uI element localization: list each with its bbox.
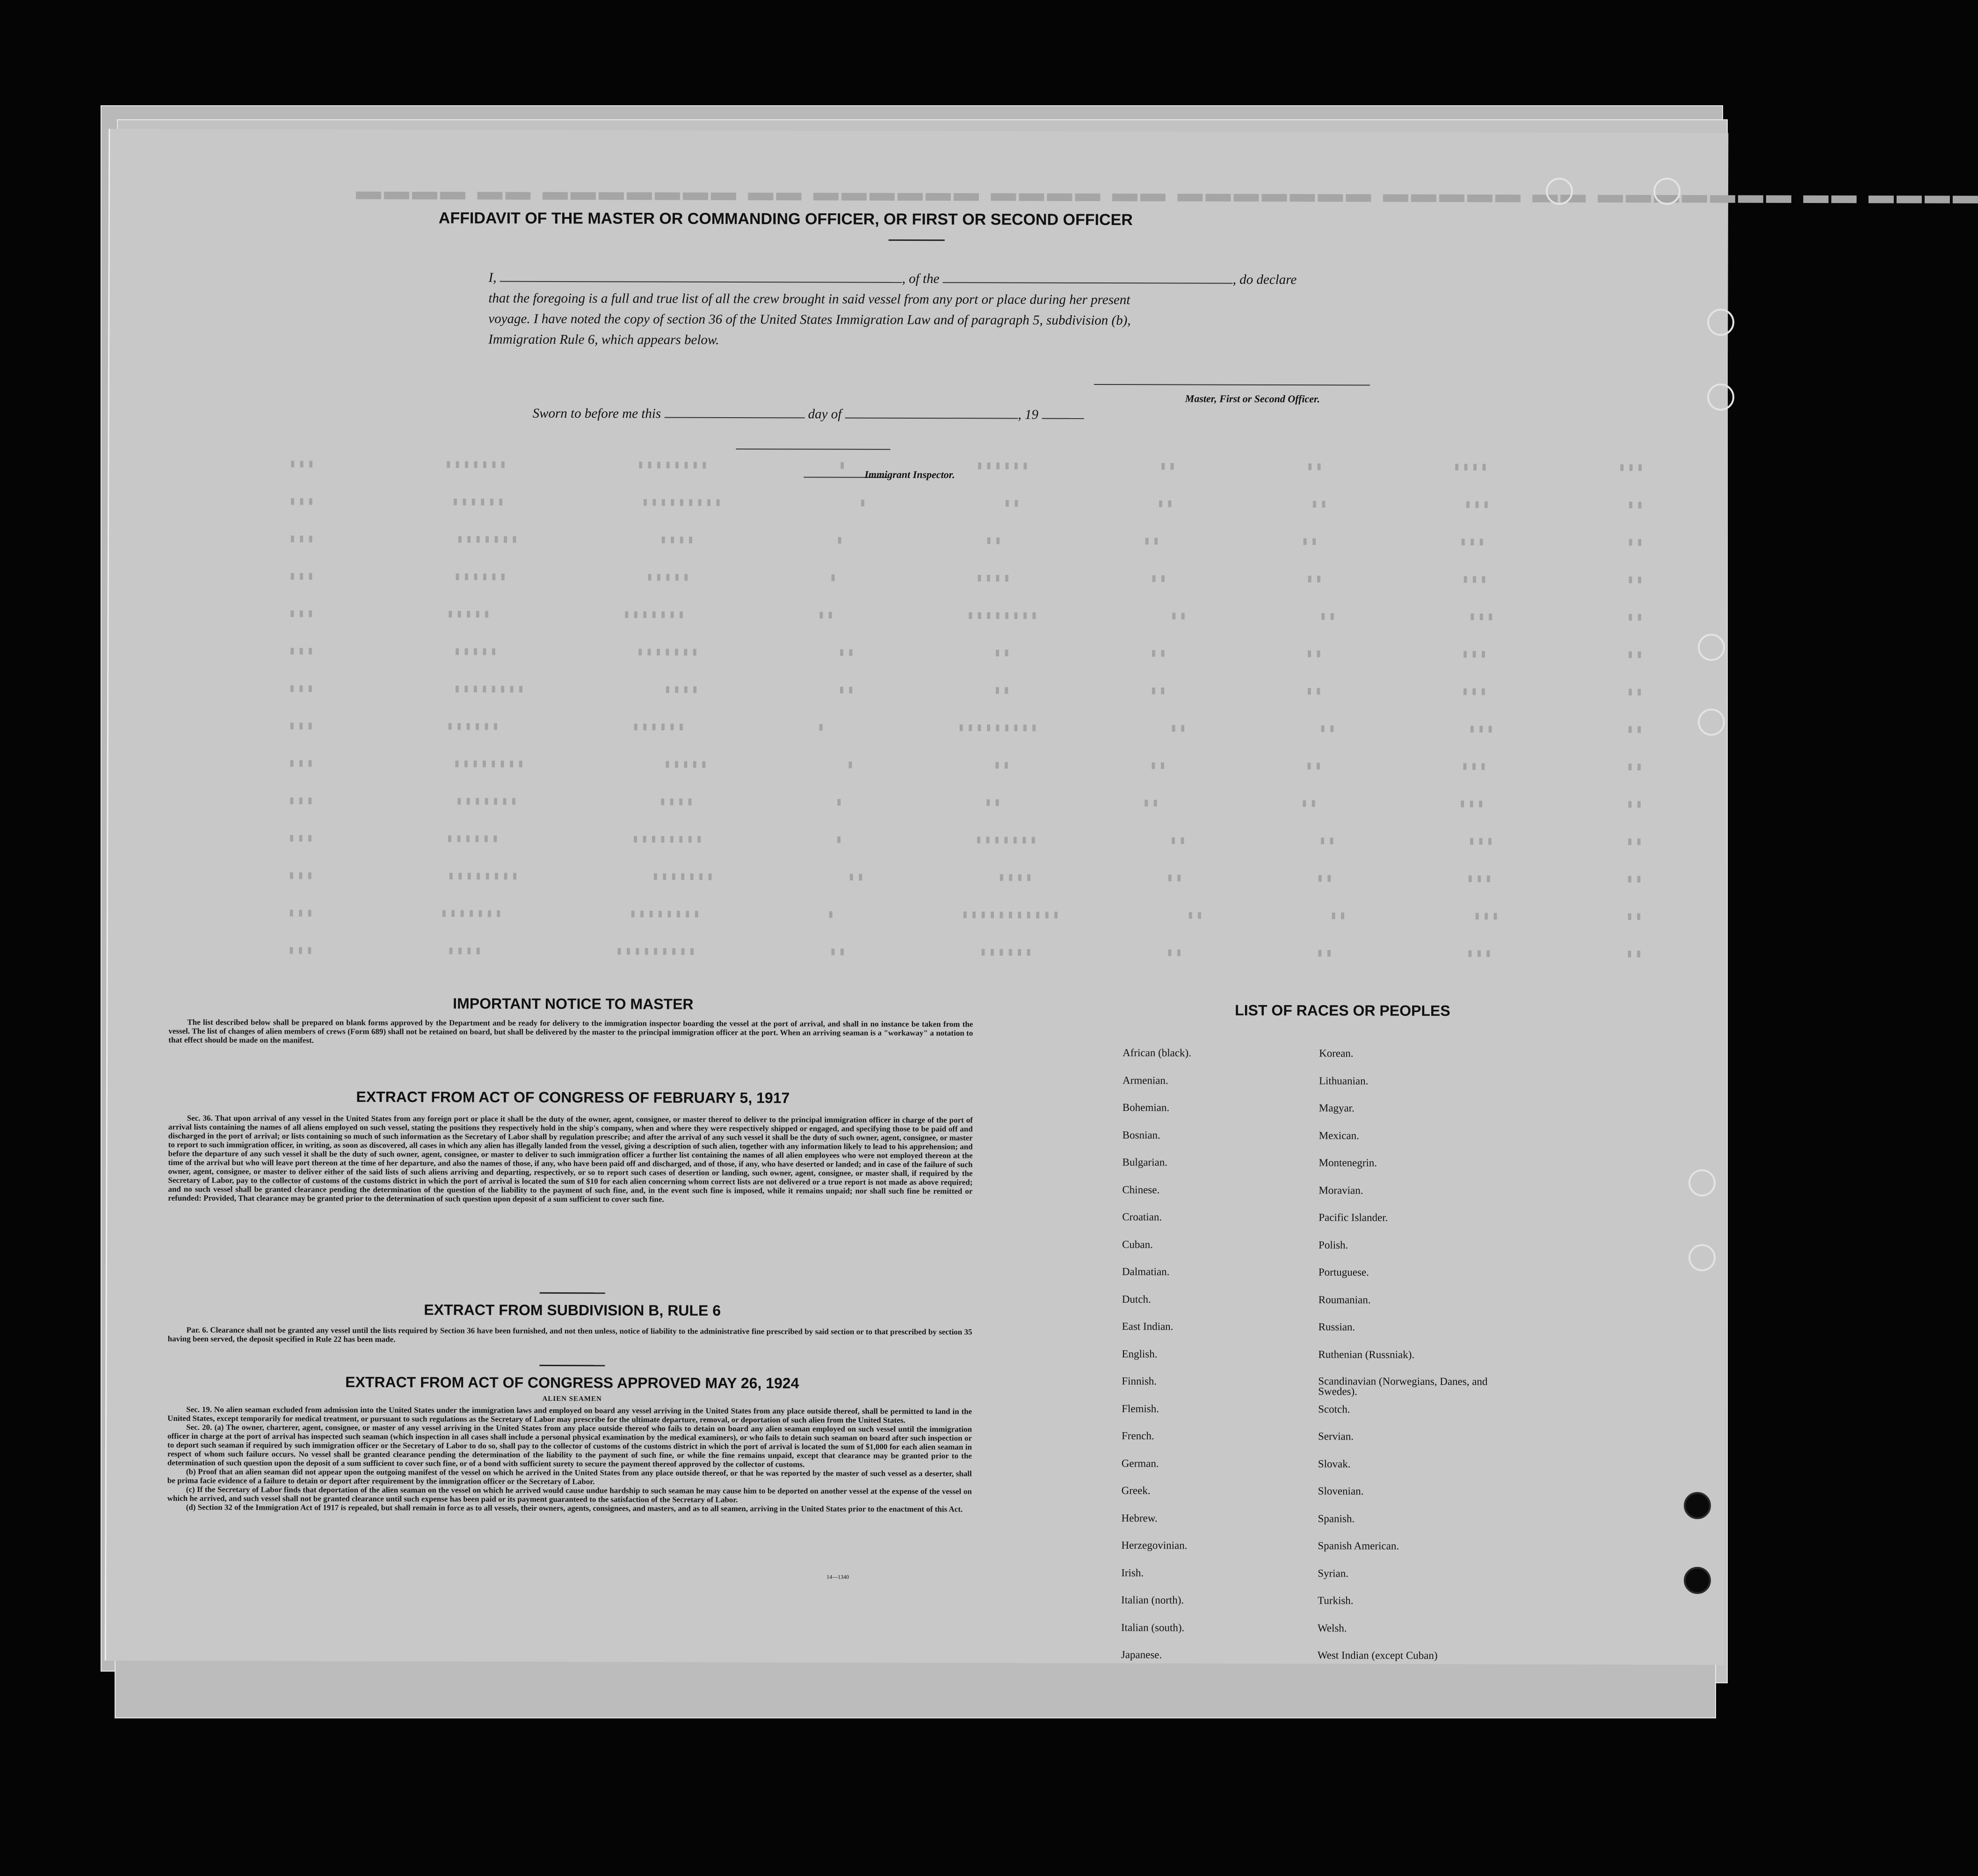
master-signature-label: Master, First or Second Officer. [1185,392,1320,405]
race-item: Scandinavian (Norwegians, Danes, and Swedes). [1318,1375,1488,1398]
race-item: Scotch. [1318,1403,1350,1415]
sworn-month-field[interactable] [845,407,1018,419]
section-36-paragraph: Sec. 36. That upon arrival of any vessel in the United States from any foreign port or place it shall be the duty of the owner, agent, consignee, or master thereof to deliver to the principal immigration officer in charge of the port of arrival lists containing the names of all aliens employed on such vessel, stating the positions they respectively hold in the ship's company, when and where they were respectively shipped or engaged, and specifying those to be paid off and discharged in the port of arrival; or lists containing so much of such information as the Secretary of Labor shall by regulation prescribe; and after the arrival of any such vessel it shall be the duty of such owner, agent, consignee, or master to report to such immigration officer, in writing, as soon as discovered, all cases in which any alien has illegally landed from the vessel, giving a description of such alien, together with any information likely to lead to his apprehension; and before the departure of any such vessel it shall be the duty of such owner, agent, consignee, or master to deliver to such immigration officer a further list containing the names of all alien employees who were not employed thereon at the time of the arrival but who will leave port thereon at the time of her departure, and also the names of those, if any, who have been paid off and discharged, and of those, if any, who have deserted or landed; and in case of the failure of such owner, agent, consignee, or master to deliver either of the said lists of such aliens arriving and departing, respectively, or so to report such cases of desertion or landing, such owner, agent, consignee, or master shall, if required by the Secretary of Labor, pay to the collector of customs of the customs district in which the port of arrival is located the sum of $10 for each alien concerning whom correct lists are not delivered or a true report is not made as above required; and no such vessel shall be granted clearance pending the determination of the question of the liability to the payment of such fine, and, in the event such fine is imposed, while it remains unpaid; nor shall such fine be remitted or refunded: Provided, That clearance may be granted prior to the determination of such question upon deposit of a sum sufficient to cover such fine. [168,1113,973,1204]
master-name-field[interactable] [500,271,902,283]
race-item: Armenian. [1122,1074,1168,1086]
section-divider [539,1365,605,1366]
race-item: Portuguese. [1318,1266,1369,1278]
race-item: Moravian. [1319,1184,1363,1196]
race-item: East Indian. [1122,1320,1174,1333]
race-item: Welsh. [1317,1622,1347,1634]
extract-1917-title: EXTRACT FROM ACT OF CONGRESS OF FEBRUARY 5, 1917 [356,1088,790,1107]
vessel-name-field[interactable] [943,272,1233,284]
race-item: Chinese. [1122,1183,1160,1195]
race-item: Bulgarian. [1122,1156,1168,1168]
punch-hole-icon [1698,709,1725,736]
race-item: English. [1122,1347,1158,1360]
bleed-row: ▮▮▮ ▮▮▮▮▮▮▮ ▮▮▮▮▮▮▮▮ ▮ ▮▮▮▮▮▮▮▮▮▮▮ ▮▮ ▮▮ ▮▮▮ ▮▮ [285,907,1642,924]
extract-rule6-text [167,1326,972,1346]
important-notice-title: IMPORTANT NOTICE TO MASTER [453,995,694,1013]
bleed-row: ▮▮▮ ▮▮▮▮▮ ▮▮▮▮▮▮▮ ▮▮ ▮▮ ▮▮ ▮▮ ▮▮▮ ▮▮ [286,645,1643,662]
affidavit-line-2: that the foregoing is a full and true list of all the crew brought in said vessel from any port or place during her present [488,290,1130,308]
extract-rule6-title: EXTRACT FROM SUBDIVISION B, RULE 6 [424,1301,721,1319]
day-of-text: day of [808,406,842,422]
punch-hole-icon [1684,1492,1711,1519]
affidavit-line-4: Immigration Rule 6, which appears below. [488,332,719,348]
race-item: Italian (south). [1121,1621,1185,1634]
extract-1917-text [168,1114,972,1205]
race-item: Flemish. [1122,1402,1159,1414]
punch-hole-icon [1707,309,1734,336]
punch-hole-icon [1653,178,1681,205]
punch-hole-icon [1684,1567,1711,1594]
punch-hole-icon [1546,178,1573,205]
race-item: Dalmatian. [1122,1266,1170,1278]
sec-20d-paragraph: (d) Section 32 of the Immigration Act of 1917 is repealed, but shall remain in force as to all vessels, their owners, agents, consignees, and masters, and as to all seamen, arriving in the United States prior to the enactment of this Act. [186,1502,963,1514]
year-prefix: , 19 [1018,407,1039,422]
sec-19-paragraph: Sec. 19. No alien seaman excluded from admission into the United States under the immigration laws and employed on board any vessel arriving in the United States from any place outside thereof, shall be permitted to land in the United States, except temporarily for medical treatment, or pursuant to such regulations as the Secretary of Labor may prescribe for the ultimate departure, removal, or deportation of such alien from the United States. [167,1405,972,1425]
race-item: Dutch. [1122,1293,1151,1305]
race-item: German. [1121,1457,1159,1469]
race-item: Croatian. [1122,1211,1162,1223]
bleed-row: ▮▮▮ ▮▮▮▮▮▮ ▮▮▮▮▮▮ ▮ ▮▮▮▮▮▮▮▮▮ ▮▮ ▮▮ ▮▮▮ ▮▮ [286,720,1643,737]
bleed-row: ▮▮▮ ▮▮▮▮▮ ▮▮▮▮▮▮▮ ▮▮ ▮▮▮▮▮▮▮▮ ▮▮ ▮▮ ▮▮▮ ▮▮ [286,608,1643,624]
race-item: Greek. [1121,1485,1151,1497]
race-item: Spanish American. [1318,1540,1399,1552]
race-item: Mexican. [1319,1129,1359,1141]
race-item: Korean. [1319,1047,1354,1059]
extract-1924-text [167,1405,972,1514]
bleed-row: ▮▮▮ ▮▮▮▮▮▮▮ ▮▮▮▮ ▮ ▮▮ ▮▮ ▮▮ ▮▮▮ ▮▮ [286,795,1643,811]
extract-1924-title: EXTRACT FROM ACT OF CONGRESS APPROVED MAY 26, 1924 [345,1373,799,1392]
par-6-paragraph: Par. 6. Clearance shall not be granted any vessel until the lists required by Section 36 have been furnished, and not then unless, notice of liability to the administrative fine prescribed by said section or to that prescribed by section 35 having been served, the deposit specified in Rule 22 has been made. [167,1325,972,1344]
race-item: Bosnian. [1122,1129,1160,1141]
bleed-through-title: ▬▬▬▬ ▬▬ ▬▬▬▬▬▬▬ ▬▬ ▬▬▬▬▬ ▬▬▬▬▬▬▬ ▬▬ ▬▬▬▬ ▬▬▬▬▬▬ ▬▬ ▬▬▬▬▬▬▬ ▬▬ ▬▬▬▬ [353,176,1978,209]
affidavit-i: I, [488,270,497,285]
manifest-page [105,129,1978,1665]
race-item: French. [1121,1430,1154,1442]
sworn-line [533,406,1084,423]
punch-hole-icon [1688,1244,1716,1271]
affidavit-of-the: , of the [902,271,940,287]
sworn-day-field[interactable] [664,407,804,419]
bleed-row: ▮▮▮ ▮▮▮▮▮▮ ▮▮▮▮▮▮▮▮ ▮ ▮▮▮▮▮▮▮ ▮▮ ▮▮ ▮▮▮ ▮▮ [286,832,1643,849]
race-item: Pacific Islander. [1319,1211,1388,1224]
punch-hole-icon [1707,384,1734,411]
affidavit-line-3: voyage. I have noted the copy of section 36 of the United States Immigration Law and of paragraph 5, subdivision (b), [488,311,1131,328]
punch-hole-icon [1698,634,1725,661]
bleed-row: ▮▮▮ ▮▮▮▮▮▮▮ ▮▮▮▮▮▮▮▮ ▮ ▮▮▮▮▮▮ ▮▮ ▮▮ ▮▮▮▮ ▮▮▮ [287,458,1644,475]
bleed-row: ▮▮▮ ▮▮▮▮▮▮ ▮▮▮▮▮ ▮ ▮▮▮▮ ▮▮ ▮▮ ▮▮▮ ▮▮ [286,570,1643,587]
race-item: African (black). [1123,1047,1192,1059]
sec-20a-paragraph: Sec. 20. (a) The owner, charterer, agent, consignee, or master of any vessel arriving in the United States from any place outside thereof who fails to detain on board any alien seaman employed on such vessel until the immigration officer in charge at the port of arrival has inspected such seaman (which inspection in all cases shall include a personal physical examination by the medical examiners), or who fails to detain such seaman on board after such inspection or to deport such seaman if required by such immigration officer or the Secretary of Labor to do so, shall pay to the collector of customs of the customs district in which the port of arrival is located the sum of $1,000 for each alien seaman in respect of whom such failure occurs. No vessel shall be granted clearance pending the determination of the liability to the payment of such fine, or while the fine remains unpaid, except that clearance may be granted prior to the determination of such question upon the deposit of a sum sufficient to cover such fine, or of a bond with sufficient surety to secure the payment thereof approved by the collector of customs. [167,1422,972,1469]
title-divider [889,239,945,241]
race-item: Finnish. [1122,1375,1157,1387]
race-item: Turkish. [1318,1594,1354,1607]
race-item: Russian. [1318,1321,1355,1333]
bleed-row: ▮▮▮ ▮▮▮▮▮▮▮▮ ▮▮▮▮▮▮▮ ▮▮ ▮▮▮▮ ▮▮ ▮▮ ▮▮▮ ▮▮ [286,869,1643,886]
race-item: Cuban. [1122,1238,1153,1250]
race-item: Slovak. [1318,1457,1351,1470]
race-item: Montenegrin. [1319,1157,1377,1169]
affidavit-declare: , do declare [1232,272,1297,288]
inspector-label: Immigrant Inspector. [864,468,955,481]
races-title: LIST OF RACES OR PEOPLES [1235,1001,1450,1019]
bleed-row: ▮▮▮ ▮▮▮▮▮▮ ▮▮▮▮▮▮▮▮▮ ▮ ▮▮ ▮▮ ▮▮ ▮▮▮ ▮▮ [287,495,1644,512]
bleed-row: ▮▮▮ ▮▮▮▮ ▮▮▮▮▮▮▮▮▮ ▮▮ ▮▮▮▮▮▮ ▮▮ ▮▮ ▮▮▮ ▮▮ [285,944,1642,961]
sec-20c-paragraph: (c) If the Secretary of Labor finds that deportation of the alien seaman on the vessel on which he arrived would cause undue hardship to such seaman he may cause him to be deported on another vessel at the expense of the vessel on which he arrived, and such vessel shall not be granted clearance until such expense has been paid or its payment guaranteed to the satisfaction of the Secretary of Labor. [167,1485,972,1505]
race-item: Servian. [1318,1430,1354,1442]
inspector-signature-line-upper [736,449,891,450]
race-item: Spanish. [1318,1512,1355,1524]
bleed-row: ▮▮▮ ▮▮▮▮▮▮▮▮ ▮▮▮▮ ▮▮ ▮▮ ▮▮ ▮▮ ▮▮▮ ▮▮ [286,682,1643,699]
sworn-text: Sworn to before me this [532,406,661,421]
races-left-column [1121,1047,1191,1677]
race-item: Ruthenian (Russniak). [1318,1348,1415,1361]
race-item: Irish. [1121,1566,1144,1579]
race-item: Slovenian. [1318,1485,1364,1497]
sec-20b-paragraph: (b) Proof that an alien seaman did not appear upon the outgoing manifest of the vessel on which he arrived in the United States from any place outside thereof, or that he was reported by the master of such vessel as a deserter, shall be prima facie evidence of a failure to detain or deport after requirement by the immigration officer or the Secretary of Labor. [167,1467,972,1486]
punch-hole-icon [1688,1169,1716,1196]
form-number: 14—1340 [826,1573,849,1580]
important-notice-text [168,1018,973,1047]
alien-seamen-subtitle: ALIEN SEAMEN [542,1395,602,1403]
affidavit-title: AFFIDAVIT OF THE MASTER OR COMMANDING OFFICER, OR FIRST OR SECOND OFFICER [438,209,1133,229]
race-item: Italian (north). [1121,1594,1184,1606]
race-item: Hebrew. [1121,1512,1158,1524]
race-item: Syrian. [1318,1567,1349,1579]
race-item: Japanese. [1121,1649,1162,1661]
race-item: Polish. [1319,1239,1348,1251]
race-item: West Indian (except Cuban) [1317,1649,1438,1661]
race-item: Bohemian. [1122,1101,1170,1114]
bleed-row: ▮▮▮ ▮▮▮▮▮▮▮▮ ▮▮▮▮▮ ▮ ▮▮ ▮▮ ▮▮ ▮▮▮ ▮▮ [286,757,1643,774]
sworn-year-field[interactable] [1042,408,1084,419]
bleed-row: ▮▮▮ ▮▮▮▮▮▮▮ ▮▮▮▮ ▮ ▮▮ ▮▮ ▮▮ ▮▮▮ ▮▮ [286,533,1644,550]
important-notice-paragraph: The list described below shall be prepared on blank forms approved by the Department and be ready for delivery to the immigration inspector boarding the vessel at the port of arrival, and shall in no instance be taken from the vessel. The list of changes of alien members of crews (Form 689) shall not be retained on board, but shall be delivered by the master to the principal immigration officer at the port. When an arriving seaman is a "workaway" a notation to that effect should be made on the manifest. [168,1017,973,1045]
race-item: Lithuanian. [1319,1074,1369,1087]
master-signature-field[interactable] [1094,384,1370,386]
race-item: Roumanian. [1318,1293,1371,1306]
race-item: Magyar. [1319,1102,1355,1114]
race-item: Herzegovinian. [1121,1539,1188,1551]
affidavit-line-1 [488,270,1297,288]
races-right-column [1318,1048,1497,1677]
section-divider [540,1292,605,1294]
